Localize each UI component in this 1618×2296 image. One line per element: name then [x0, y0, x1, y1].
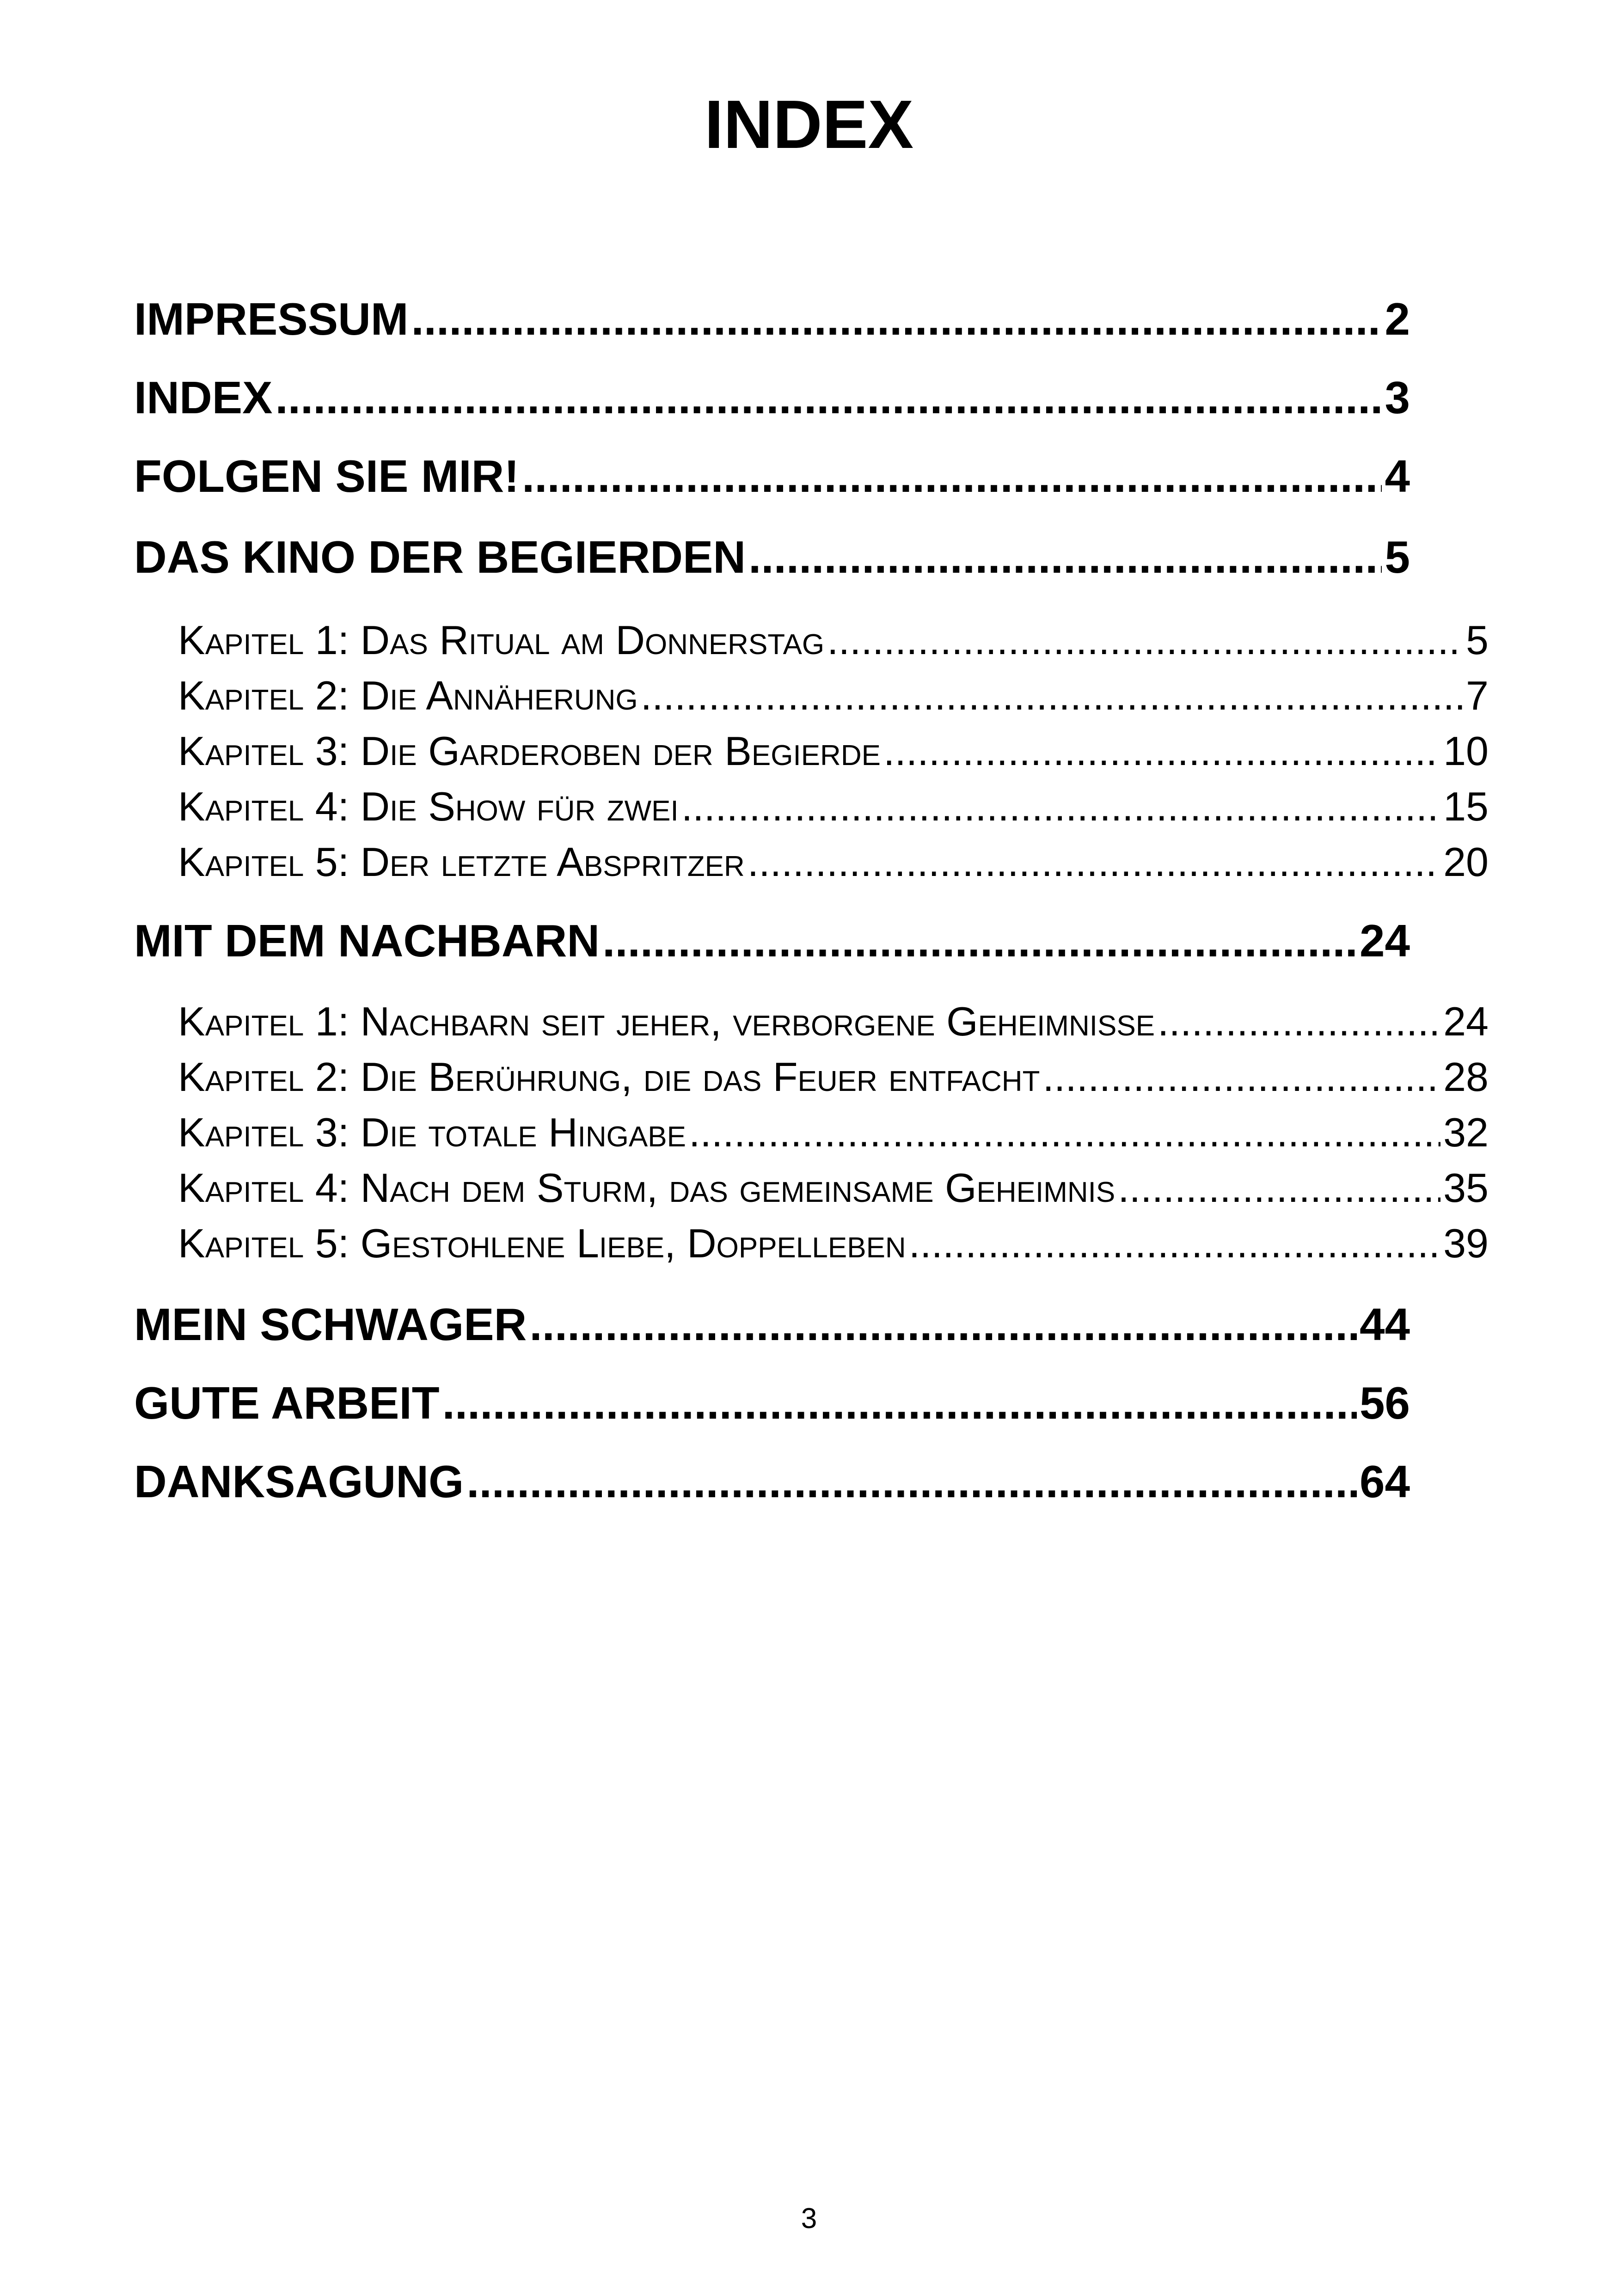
- toc-entry-label: GUTE ARBEIT: [134, 1378, 440, 1428]
- dot-leader: [522, 446, 1382, 506]
- toc-entry-page: 24: [1443, 998, 1489, 1044]
- toc-entry[interactable]: [178, 834, 1489, 890]
- toc-entry[interactable]: [178, 1105, 1489, 1160]
- dot-leader: [442, 1373, 1357, 1433]
- toc-entry-page: 39: [1443, 1220, 1489, 1266]
- toc-entry-label: Kapitel 4: Die Show für zwei: [178, 784, 679, 829]
- dot-leader: [529, 1294, 1357, 1354]
- toc-entry-page: 35: [1443, 1165, 1489, 1211]
- dot-leader: [748, 527, 1382, 587]
- toc-entry-page: 5: [1385, 532, 1410, 582]
- dot-leader: [276, 367, 1382, 428]
- toc-entry-page: 44: [1359, 1299, 1410, 1350]
- toc-entry[interactable]: [178, 723, 1489, 779]
- toc-entry[interactable]: [178, 1049, 1489, 1105]
- dot-leader: [883, 723, 1440, 779]
- toc-entry[interactable]: [134, 446, 1410, 506]
- toc-entry-label: Kapitel 1: Das Ritual am Donnerstag: [178, 617, 825, 663]
- toc-entry-page: 4: [1385, 451, 1410, 502]
- toc-entry-label: DAS KINO DER BEGIERDEN: [134, 532, 746, 582]
- toc-entry-label: Kapitel 4: Nach dem Sturm, das gemeinsame Geheimnis: [178, 1165, 1115, 1211]
- dot-leader: [602, 911, 1357, 971]
- toc-entry-label: Kapitel 2: Die Berührung, die das Feuer entfacht: [178, 1054, 1040, 1100]
- toc-entry[interactable]: [178, 1216, 1489, 1271]
- toc-entry-page: 56: [1359, 1378, 1410, 1428]
- dot-leader: [689, 1105, 1440, 1160]
- dot-leader: [681, 779, 1440, 834]
- toc-entry[interactable]: [178, 668, 1489, 723]
- toc-entry[interactable]: [134, 1294, 1410, 1354]
- toc-entry-label: Kapitel 5: Gestohlene Liebe, Doppelleben: [178, 1220, 906, 1266]
- toc-entry-page: 3: [1385, 372, 1410, 423]
- toc-entry-label: MEIN SCHWAGER: [134, 1299, 527, 1350]
- dot-leader: [411, 289, 1382, 349]
- toc-entry-page: 20: [1443, 839, 1489, 885]
- toc-entry-label: FOLGEN SIE MIR!: [134, 451, 519, 502]
- toc-entry[interactable]: [178, 779, 1489, 834]
- toc-entry-label: Kapitel 3: Die Garderoben der Begierde: [178, 728, 881, 774]
- toc-entry[interactable]: [134, 527, 1410, 587]
- toc-entry-label: IMPRESSUM: [134, 294, 409, 344]
- dot-leader: [1042, 1049, 1440, 1105]
- toc-entry-page: 10: [1443, 728, 1489, 774]
- dot-leader: [1118, 1160, 1440, 1216]
- dot-leader: [748, 834, 1440, 890]
- dot-leader: [1158, 994, 1440, 1049]
- toc-entry[interactable]: [178, 612, 1489, 668]
- toc-entry-page: 28: [1443, 1054, 1489, 1100]
- toc-entry-label: Kapitel 5: Der letzte Abspritzer: [178, 839, 745, 885]
- toc-entry[interactable]: [134, 1451, 1410, 1512]
- toc-entry-label: MIT DEM NACHBARN: [134, 915, 600, 966]
- toc-entry[interactable]: [134, 289, 1410, 349]
- toc-entry-label: INDEX: [134, 372, 273, 423]
- dot-leader: [641, 668, 1463, 723]
- toc-entry[interactable]: [134, 1373, 1410, 1433]
- dot-leader: [827, 612, 1463, 668]
- toc-entry-page: 64: [1359, 1456, 1410, 1507]
- toc-entry-label: Kapitel 2: Die Annäherung: [178, 673, 638, 718]
- toc-entry[interactable]: [134, 911, 1410, 971]
- toc-entry-page: 5: [1466, 617, 1489, 663]
- dot-leader: [909, 1216, 1440, 1271]
- toc-entry[interactable]: [178, 994, 1489, 1049]
- dot-leader: [466, 1451, 1357, 1512]
- toc-entry-page: 24: [1359, 915, 1410, 966]
- toc-entry[interactable]: [134, 367, 1410, 428]
- toc-entry-label: Kapitel 1: Nachbarn seit jeher, verborgene Geheimnisse: [178, 998, 1155, 1044]
- toc-entry-page: 15: [1443, 784, 1489, 829]
- toc-entry[interactable]: [178, 1160, 1489, 1216]
- page-number: 3: [801, 2203, 817, 2235]
- toc-entry-page: 7: [1466, 673, 1489, 718]
- toc-entry-page: 32: [1443, 1109, 1489, 1155]
- toc-entry-label: Kapitel 3: Die totale Hingabe: [178, 1109, 686, 1155]
- toc-entry-page: 2: [1385, 294, 1410, 344]
- toc-entry-label: DANKSAGUNG: [134, 1456, 464, 1507]
- page-title: INDEX: [704, 86, 914, 163]
